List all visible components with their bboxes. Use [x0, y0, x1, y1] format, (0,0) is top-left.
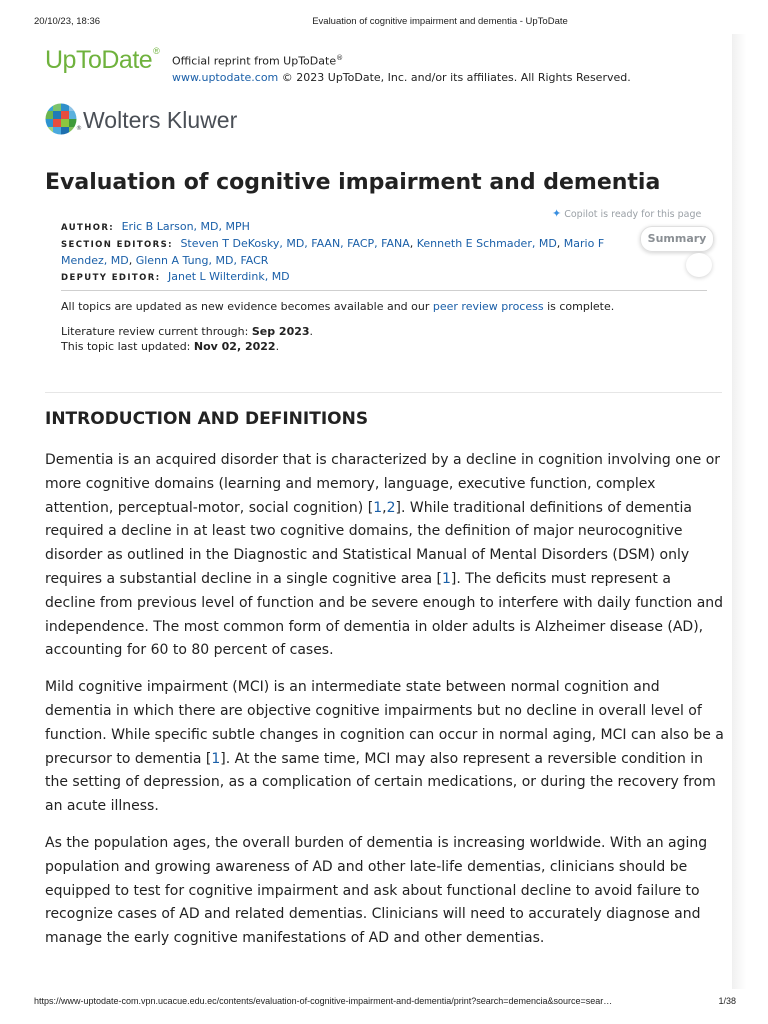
deputy-editor-link[interactable]: Janet L Wilterdink, MD: [168, 270, 290, 283]
last-updated-line: This topic last updated: Nov 02, 2022.: [61, 340, 280, 353]
deputy-editor-line: [61, 269, 701, 286]
uptodate-logo: [45, 46, 159, 75]
reference-link[interactable]: 2: [386, 499, 396, 516]
wolters-kluwer-registered-mark: ®: [76, 125, 82, 132]
paragraph-text: ]. The deficits must represent a decline from previous level of function and be severe enough to interfere with daily function and independence. The most common form of dementia in older adults is Alzheimer disease (AD), accounting for 60 to 80 percent of cases.: [45, 570, 724, 659]
wolters-kluwer-mark-icon: [45, 103, 77, 135]
author-link[interactable]: Eric B Larson, MD, MPH: [121, 220, 250, 233]
notice-text: All topics are updated as new evidence becomes available and our: [61, 300, 433, 313]
sparkle-icon: ✦: [552, 207, 562, 220]
last-updated-label: This topic last updated:: [61, 340, 194, 353]
print-doc-title: Evaluation of cognitive impairment and dementia - UpToDate: [312, 16, 568, 27]
last-updated-date: Nov 02, 2022: [193, 340, 276, 353]
author-line: [61, 219, 701, 236]
uptodate-site-link[interactable]: www.uptodate.com: [172, 70, 279, 84]
reference-link[interactable]: 1: [373, 499, 383, 516]
paragraph: Dementia is an acquired disorder that is characterized by a decline in cognition involving one or more cognitive domains (learning and memory, language, executive function, complex attention, perceptual-motor, social cognition) [1,2]. While traditional definitions of dementia required a decline in at least two cognitive domains, the definition of major neurocognitive disorder as outlined in the Diagnostic and Statistical Manual of Mental Disorders (DSM) only requires a substantial decline in a single cognitive area [1]. The deficits must represent a decline from previous level of function and be severe enough to interfere with daily function and independence. The most common form of dementia in older adults is Alzheimer disease (AD), accounting for 60 to 80 percent of cases.: [45, 452, 724, 659]
article-title: Evaluation of cognitive impairment and dementia: [45, 170, 661, 195]
viewer-side-shadow: [732, 34, 768, 989]
reprint-registered-mark: ®: [336, 54, 344, 62]
reprint-notice: [172, 50, 631, 86]
deputy-editor-label: DEPUTY EDITOR:: [61, 273, 161, 283]
section-editor-link[interactable]: Kenneth E Schmader, MD: [416, 237, 557, 250]
section-heading: INTRODUCTION AND DEFINITIONS: [45, 409, 369, 429]
summary-button[interactable]: Summary: [640, 226, 714, 252]
notice-text-end: is complete.: [543, 300, 615, 313]
lit-review-line: Literature review current through: Sep 2023.: [61, 325, 314, 338]
divider: [45, 392, 722, 393]
page-counter: 1/38: [718, 996, 736, 1006]
print-datetime: 20/10/23, 18:36: [34, 16, 101, 27]
print-url: https://www-uptodate-com.vpn.ucacue.edu.ec/contents/evaluation-of-cognitive-impairment-and-dementia/print?search=demencia&source=sear…: [34, 996, 613, 1006]
copilot-round-button[interactable]: [686, 253, 712, 277]
reprint-text: Official reprint from UpToDate: [172, 54, 337, 68]
paragraph: [45, 676, 725, 819]
author-label: AUTHOR:: [61, 223, 115, 233]
section-editor-link[interactable]: Mario F Mendez, MD: [61, 237, 605, 267]
article-body: [45, 449, 725, 964]
paragraph-text: Mild cognitive impairment (MCI) is an intermediate state between normal cognition and dementia in which there are objective cognitive impairments but no decline in overall level of function. While specific subtle changes in cognition can occur in normal aging, MCI can also be a precursor to dementia [: [45, 679, 724, 767]
divider: [61, 290, 707, 291]
paragraph-text: ]. At the same time, MCI may also represent a reversible condition in the setting of depression, as a complication of certain medications, or during the recovery from an acute illness.: [45, 750, 716, 815]
copilot-text: Copilot is ready for this page: [564, 209, 702, 220]
wolters-kluwer-wordmark: Wolters Kluwer: [83, 107, 238, 133]
review-dates: [61, 324, 313, 354]
peer-review-link[interactable]: peer review process: [432, 300, 544, 313]
reference-link[interactable]: 1: [441, 570, 451, 587]
reference-link[interactable]: 1: [211, 750, 221, 767]
lit-review-date: Sep 2023: [251, 325, 310, 338]
copyright-text: © 2023 UpToDate, Inc. and/or its affiliates. All Rights Reserved.: [278, 70, 631, 84]
copyright-line: [172, 70, 631, 86]
paragraph-text: ]. While traditional definitions of dementia required a decline in at least two cognitive domains, the definition of major neurocognitive disorder as outlined in the Diagnostic and Statistical Manual of Mental Disorders (DSM) only requires a substantial decline in a single cognitive area [: [45, 499, 692, 587]
contributors-block: [61, 219, 701, 286]
lit-review-label: Literature review current through:: [61, 325, 252, 338]
section-editors-label: SECTION EDITORS:: [61, 240, 173, 250]
section-editor-link[interactable]: Glenn A Tung, MD, FACR: [135, 254, 269, 267]
section-editor-link[interactable]: Steven T DeKosky, MD, FAAN, FACP, FANA: [180, 237, 410, 250]
copilot-hint: [552, 207, 701, 220]
uptodate-registered-mark: ®: [153, 46, 160, 56]
paragraph: As the population ages, the overall burden of dementia is increasing worldwide. With an aging population and growing awareness of AD and other late-life dementias, clinicians should be equipped to test for cognitive impairment and ask about functional decline to avoid failure to recognize cases of AD and related dementias. Clinicians will need to accurately diagnose and manage the early cognitive manifestations of AD and other dementias.: [45, 834, 708, 947]
uptodate-logo-text: UpToDate: [45, 46, 153, 74]
reprint-line: [172, 50, 631, 70]
section-editors-line: SECTION EDITORS: Steven T DeKosky, MD, FAAN, FACP, FANA, Kenneth E Schmader, MD, Mario F Mendez, MD, Glenn A Tung, MD, FACR: [61, 237, 605, 267]
paragraph-text: Dementia is an acquired disorder that is characterized by a decline in cognition involving one or more cognitive domains (learning and memory, language, executive function, complex attention, perceptual-motor, social cognition) [: [45, 452, 721, 516]
update-notice: [61, 300, 614, 313]
